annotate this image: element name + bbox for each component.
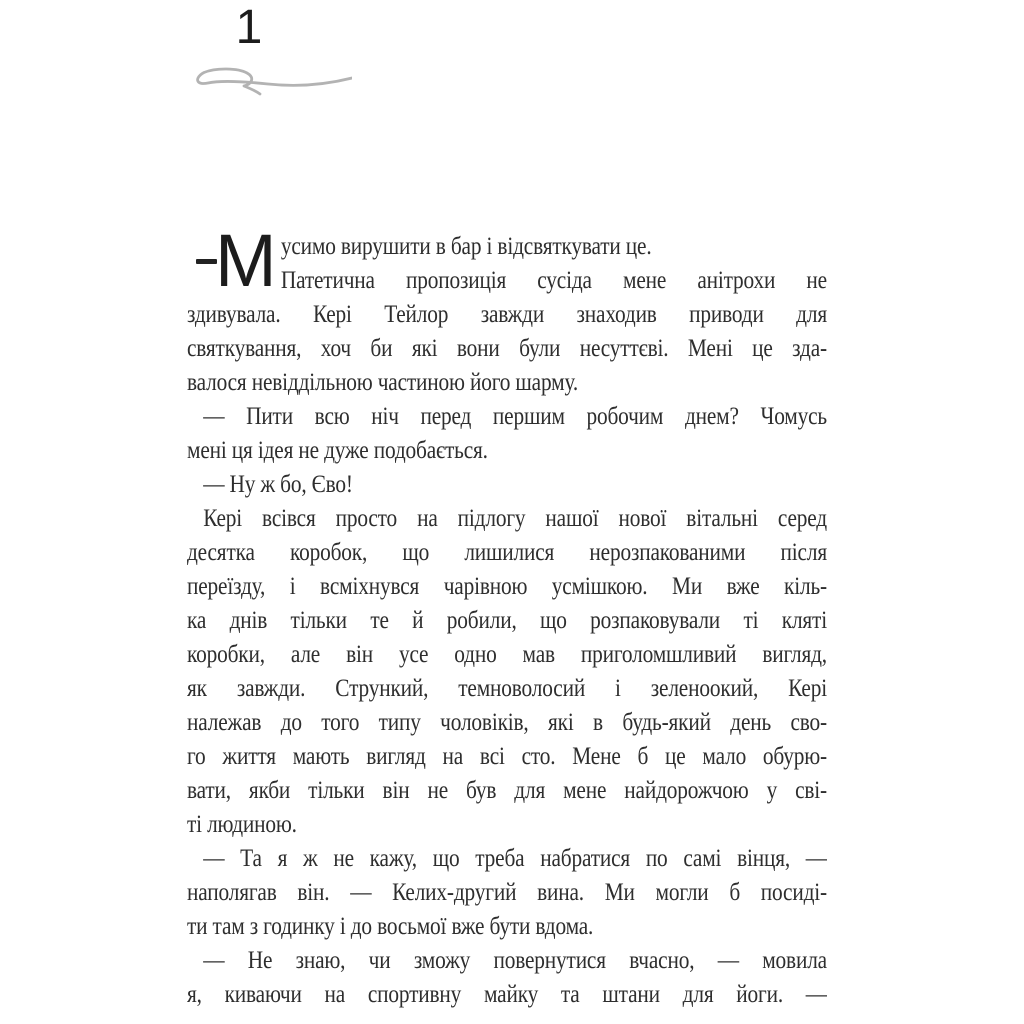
text-line: — Не знаю, чи зможу повернутися вчасно, — мовила — [203, 947, 827, 974]
text-line: мені ця ідея не дуже подобається. — [187, 437, 488, 464]
text-line: Кері всівся просто на підлогу нашої нової вітальні серед — [203, 505, 827, 532]
text-line: належав до того типу чоловіків, які в будь-який день сво- — [187, 709, 827, 736]
text-line: переїзду, і всміхнувся чарівною усмішкою. Ми вже кіль- — [187, 573, 827, 600]
text-line: десятка коробок, що лишилися нерозпакованими після — [187, 539, 827, 566]
text-line: вати, якби тільки він не був для мене найдорожчою у сві- — [187, 777, 827, 804]
text-line: усимо вирушити в бар і відсвяткувати це. — [280, 233, 652, 260]
text-line: ті людиною. — [187, 811, 297, 838]
text-line: ка днів тільки те й робили, що розпаковували ті кляті — [187, 607, 827, 634]
text-line: я, киваючи на спортивну майку та штани для йоги. — — [187, 981, 827, 1008]
text-line: — Та я ж не кажу, що треба набратися по самі вінця, — — [203, 845, 827, 872]
text-line: — Ну ж бо, Єво! — [203, 471, 353, 498]
flourish-ornament-icon — [192, 56, 352, 102]
text-line: як завжди. Стрункий, темноволосий і зеленоокий, Кері — [187, 675, 827, 702]
chapter-number: 1 — [235, 1, 263, 54]
text-line: — Пити всю ніч перед першим робочим днем? Чомусь — [203, 403, 827, 430]
text-line: го життя мають вигляд на всі сто. Мене б це мало обурю- — [187, 743, 827, 770]
body-text-block — [187, 230, 827, 1012]
text-line: наполягав він. — Келих-другий вина. Ми могли б посиді- — [187, 879, 827, 906]
text-line: здивувала. Кері Тейлор завжди знаходив приводи для — [187, 301, 827, 328]
text-line: ти там з годинку і до восьмої вже бути вдома. — [187, 913, 594, 940]
text-line: святкування, хоч би які вони були несуттєві. Мені це зда- — [187, 335, 827, 362]
text-line: валося невіддільною частиною його шарму. — [187, 369, 578, 396]
text-line: коробки, але він усе одно мав приголомшливий вигляд, — [187, 641, 827, 668]
dropcap-letter: М — [215, 219, 277, 302]
text-line: Патетична пропозиція сусіда мене анітрохи не — [280, 267, 827, 294]
